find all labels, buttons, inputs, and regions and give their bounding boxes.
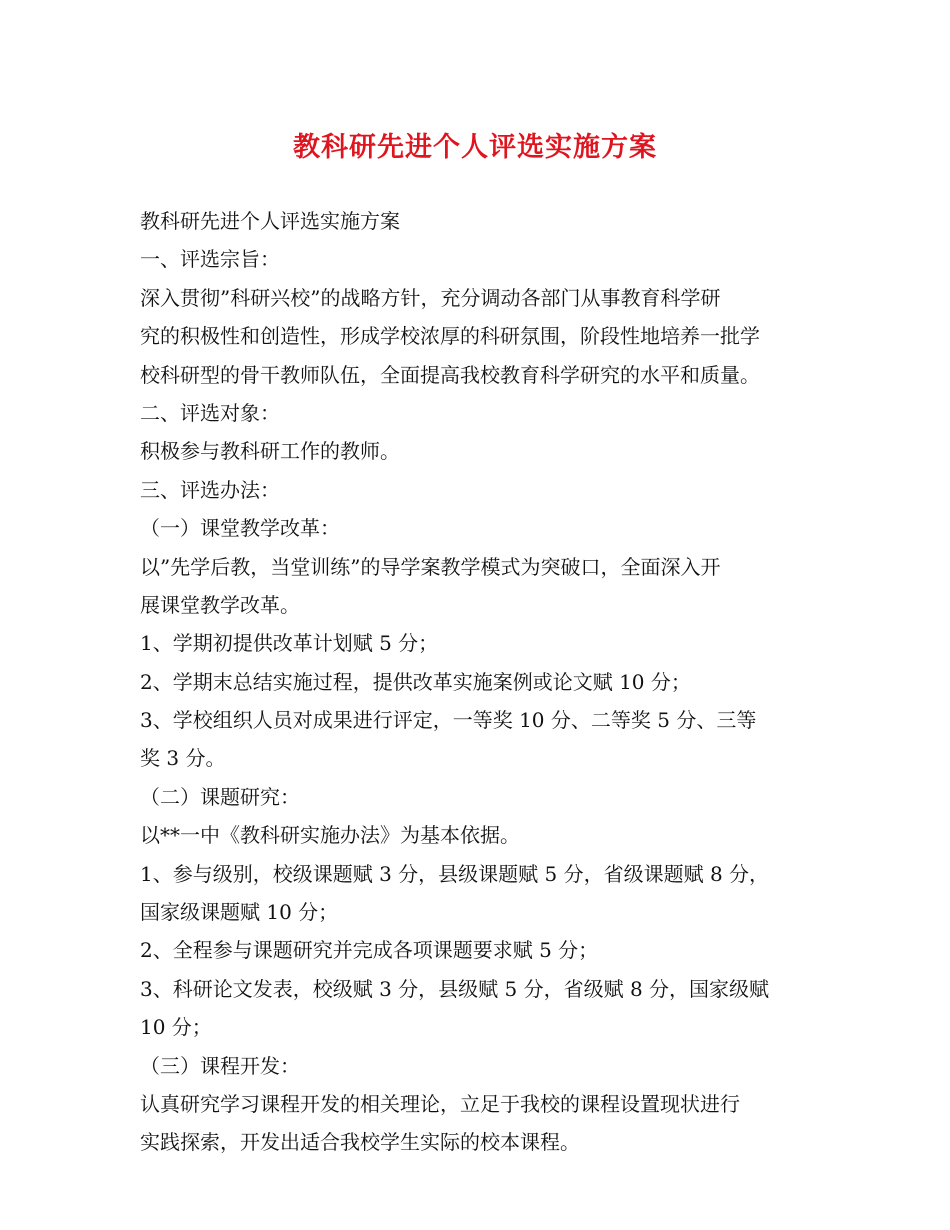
text-line: 深入贯彻”科研兴校”的战略方针，充分调动各部门从事教育科学研 [140,285,721,310]
text-line: 教科研先进个人评选实施方案 [140,209,400,233]
text-line: （三）课程开发： [140,1053,300,1078]
text-line: 1、学期初提供改革计划赋 5 分； [140,631,439,656]
text-line: 3、学校组织人员对成果进行评定，一等奖 10 分、二等奖 5 分、三等 [140,708,757,733]
document-body [140,202,812,1162]
text-line: 以**一中《教科研实施办法》为基本依据。 [140,823,520,848]
text-line: 积极参与教科研工作的教师。 [140,439,400,464]
text-line: 2、全程参与课题研究并完成各项课题要求赋 5 分； [140,938,599,963]
text-line: 认真研究学习课程开发的相关理论，立足于我校的课程设置现状进行 [140,1091,740,1116]
text-line: 校科研型的骨干教师队伍，全面提高我校教育科学研究的水平和质量。 [140,362,760,387]
text-line: 3、科研论文发表，校级赋 3 分，县级赋 5 分，省级赋 8 分，国家级赋 [140,976,770,1001]
text-line: 二、评选对象： [140,400,280,425]
text-line: 2、学期末总结实施过程，提供改革实施案例或论文赋 10 分； [140,669,691,694]
text-line: 三、评选办法： [140,477,280,502]
text-line: 以”先学后教，当堂训练”的导学案教学模式为突破口，全面深入开 [140,554,721,579]
text-line: 实践探索，开发出适合我校学生实际的校本课程。 [140,1130,580,1155]
text-line: （二）课题研究： [140,784,300,809]
text-line: 1、参与级别，校级课题赋 3 分，县级课题赋 5 分，省级课题赋 8 分， [140,861,770,886]
text-line: 10 分； [140,1015,212,1040]
text-line: 奖 3 分。 [140,746,226,771]
text-line: （一）课堂教学改革： [140,516,340,541]
text-line: 究的积极性和创造性，形成学校浓厚的科研氛围，阶段性地培养一批学 [140,324,760,349]
text-line: 展课堂教学改革。 [140,592,300,617]
text-line: 一、评选宗旨： [140,247,280,272]
text-line: 国家级课题赋 10 分； [140,900,339,925]
document-title: 教科研先进个人评选实施方案 [293,132,657,163]
